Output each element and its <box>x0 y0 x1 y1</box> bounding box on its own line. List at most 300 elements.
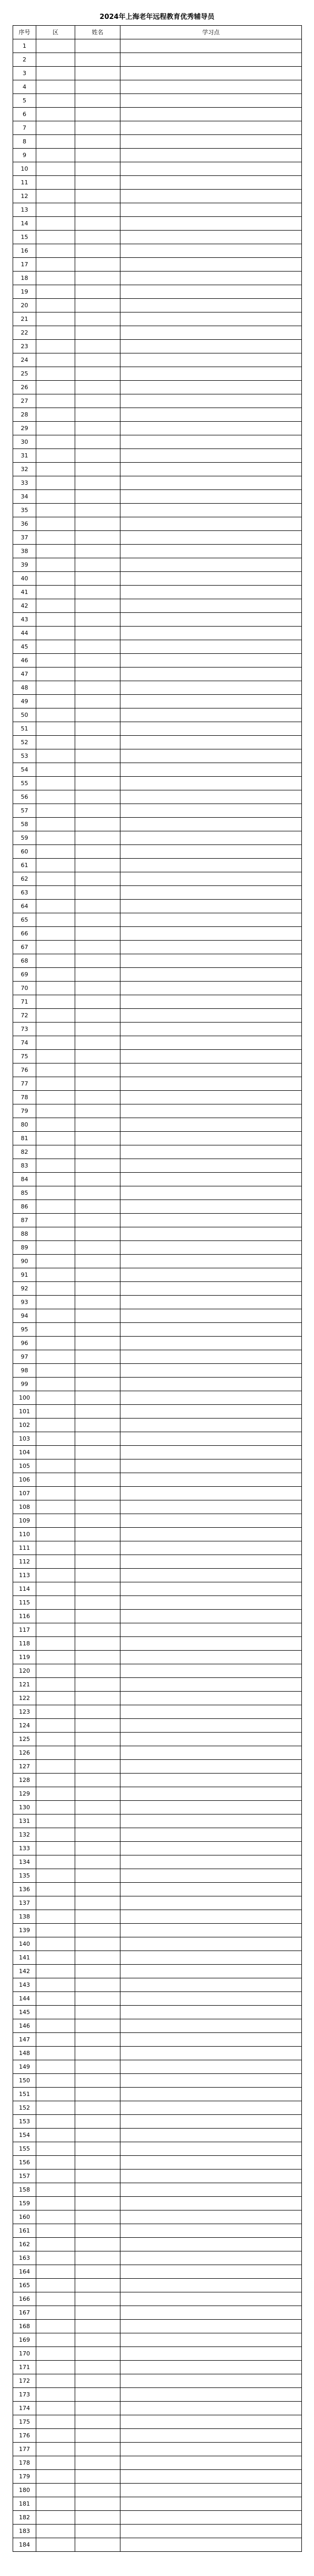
instructor-name-cell <box>75 2497 120 2511</box>
learning-point-cell <box>120 517 302 531</box>
instructor-name-cell <box>75 53 120 67</box>
learning-point-cell <box>120 190 302 203</box>
table-row <box>13 872 302 886</box>
row-index-cell: 80 <box>13 1118 36 1132</box>
instructor-name-cell <box>75 1733 120 1746</box>
table-row <box>13 1268 302 1282</box>
row-index-cell: 7 <box>13 121 36 135</box>
instructor-name-cell <box>75 1774 120 1787</box>
row-index-cell: 74 <box>13 1036 36 1050</box>
row-index-cell: 112 <box>13 1555 36 1569</box>
table-row <box>13 777 302 790</box>
district-cell <box>36 1992 75 2006</box>
table-row <box>13 435 302 449</box>
row-index-cell: 145 <box>13 2006 36 2019</box>
instructor-name-cell <box>75 449 120 463</box>
instructor-name-cell <box>75 2088 120 2101</box>
learning-point-cell <box>120 121 302 135</box>
district-cell <box>36 2183 75 2197</box>
table-row <box>13 272 302 285</box>
instructor-name-cell <box>75 1869 120 1883</box>
district-cell <box>36 1391 75 1405</box>
learning-point-cell <box>120 1705 302 1719</box>
district-cell <box>36 1774 75 1787</box>
instructor-name-cell <box>75 695 120 708</box>
row-index-cell: 42 <box>13 599 36 613</box>
learning-point-cell <box>120 504 302 517</box>
learning-point-cell <box>120 2115 302 2129</box>
row-index-cell: 170 <box>13 2347 36 2361</box>
learning-point-cell <box>120 995 302 1009</box>
district-cell <box>36 285 75 299</box>
table-row <box>13 149 302 162</box>
learning-point-cell <box>120 1104 302 1118</box>
table-row <box>13 2320 302 2333</box>
row-index-cell: 33 <box>13 476 36 490</box>
row-index-cell: 40 <box>13 572 36 586</box>
table-row <box>13 1036 302 1050</box>
district-cell <box>36 2047 75 2060</box>
row-index-cell: 131 <box>13 1814 36 1828</box>
learning-point-cell <box>120 1309 302 1323</box>
district-cell <box>36 258 75 272</box>
learning-point-cell <box>120 231 302 244</box>
table-row <box>13 2443 302 2456</box>
table-row <box>13 1323 302 1337</box>
instructor-name-cell <box>75 394 120 408</box>
table-row <box>13 108 302 121</box>
district-cell <box>36 2170 75 2183</box>
row-index-cell: 176 <box>13 2429 36 2443</box>
learning-point-cell <box>120 2429 302 2443</box>
instructor-name-cell <box>75 1651 120 1664</box>
table-row <box>13 449 302 463</box>
table-row <box>13 1118 302 1132</box>
instructor-name-cell <box>75 1268 120 1282</box>
table-row <box>13 80 302 94</box>
row-index-cell: 76 <box>13 1063 36 1077</box>
row-index-cell: 180 <box>13 2484 36 2497</box>
district-cell <box>36 1541 75 1555</box>
instructor-name-cell <box>75 654 120 668</box>
instructor-name-cell <box>75 231 120 244</box>
district-cell <box>36 1855 75 1869</box>
instructor-name-cell <box>75 1432 120 1446</box>
learning-point-cell <box>120 1241 302 1255</box>
instructor-name-cell <box>75 804 120 818</box>
row-index-cell: 102 <box>13 1419 36 1432</box>
district-cell <box>36 2238 75 2251</box>
district-cell <box>36 790 75 804</box>
table-row <box>13 1760 302 1774</box>
district-cell <box>36 2210 75 2224</box>
instructor-name-cell <box>75 1118 120 1132</box>
row-index-cell: 28 <box>13 408 36 422</box>
learning-point-cell <box>120 326 302 340</box>
row-index-cell: 156 <box>13 2156 36 2170</box>
district-cell <box>36 941 75 954</box>
district-cell <box>36 2525 75 2538</box>
table-row <box>13 1309 302 1323</box>
learning-point-cell <box>120 1500 302 1514</box>
learning-point-cell <box>120 1050 302 1063</box>
instructor-name-cell <box>75 1978 120 1992</box>
district-cell <box>36 668 75 681</box>
learning-point-cell <box>120 1023 302 1036</box>
district-cell <box>36 94 75 108</box>
table-row <box>13 982 302 995</box>
row-index-cell: 114 <box>13 1582 36 1596</box>
learning-point-cell <box>120 1132 302 1145</box>
learning-point-cell <box>120 886 302 900</box>
table-row <box>13 886 302 900</box>
district-cell <box>36 1528 75 1541</box>
learning-point-cell <box>120 1678 302 1692</box>
table-row <box>13 2347 302 2361</box>
table-row <box>13 1077 302 1091</box>
table-row <box>13 2156 302 2170</box>
table-row <box>13 258 302 272</box>
table-row <box>13 2224 302 2238</box>
instructor-name-cell <box>75 367 120 381</box>
table-row <box>13 2429 302 2443</box>
district-cell <box>36 231 75 244</box>
table-row <box>13 1132 302 1145</box>
district-cell <box>36 1296 75 1309</box>
learning-point-cell <box>120 340 302 353</box>
row-index-cell: 120 <box>13 1664 36 1678</box>
learning-point-cell <box>120 1405 302 1419</box>
table-row <box>13 2484 302 2497</box>
row-index-cell: 68 <box>13 954 36 968</box>
learning-point-cell <box>120 176 302 190</box>
instructor-name-cell <box>75 504 120 517</box>
instructor-name-cell <box>75 162 120 176</box>
row-index-cell: 65 <box>13 913 36 927</box>
instructor-name-cell <box>75 2361 120 2374</box>
learning-point-cell <box>120 681 302 695</box>
district-cell <box>36 1378 75 1391</box>
table-header-row <box>13 26 302 39</box>
learning-point-cell <box>120 1610 302 1623</box>
row-index-cell: 37 <box>13 531 36 545</box>
instructor-name-cell <box>75 2170 120 2183</box>
instructor-name-cell <box>75 2538 120 2552</box>
row-index-cell: 43 <box>13 613 36 627</box>
row-index-cell: 83 <box>13 1159 36 1173</box>
table-row <box>13 1432 302 1446</box>
instructor-name-cell <box>75 2197 120 2210</box>
learning-point-cell <box>120 1364 302 1378</box>
instructor-name-cell <box>75 586 120 599</box>
table-row <box>13 1746 302 1760</box>
column-header-index: 序号 <box>13 26 36 39</box>
table-row <box>13 422 302 435</box>
instructor-name-cell <box>75 2183 120 2197</box>
instructor-name-cell <box>75 749 120 763</box>
instructor-name-cell <box>75 558 120 572</box>
row-index-cell: 46 <box>13 654 36 668</box>
row-index-cell: 39 <box>13 558 36 572</box>
row-index-cell: 17 <box>13 258 36 272</box>
learning-point-cell <box>120 1801 302 1814</box>
table-row <box>13 381 302 394</box>
instructor-name-cell <box>75 2142 120 2156</box>
learning-point-cell <box>120 149 302 162</box>
instructor-name-cell <box>75 2456 120 2470</box>
table-row <box>13 613 302 627</box>
table-row <box>13 1582 302 1596</box>
learning-point-cell <box>120 1541 302 1555</box>
table-row <box>13 1610 302 1623</box>
district-cell <box>36 2470 75 2484</box>
table-row <box>13 2170 302 2183</box>
instructor-name-cell <box>75 1610 120 1623</box>
row-index-cell: 147 <box>13 2033 36 2047</box>
table-row <box>13 2470 302 2484</box>
table-row <box>13 1459 302 1473</box>
instructor-name-cell <box>75 2484 120 2497</box>
district-cell <box>36 2306 75 2320</box>
table-row <box>13 2129 302 2142</box>
row-index-cell: 15 <box>13 231 36 244</box>
table-row <box>13 476 302 490</box>
learning-point-cell <box>120 1692 302 1705</box>
instructor-name-cell <box>75 872 120 886</box>
table-row <box>13 1828 302 1842</box>
table-row <box>13 2265 302 2279</box>
table-row <box>13 463 302 476</box>
district-cell <box>36 599 75 613</box>
instructor-name-cell <box>75 2265 120 2279</box>
learning-point-cell <box>120 954 302 968</box>
district-cell <box>36 1350 75 1364</box>
table-row <box>13 1473 302 1487</box>
district-cell <box>36 1828 75 1842</box>
learning-point-cell <box>120 1787 302 1801</box>
table-row <box>13 1200 302 1214</box>
district-cell <box>36 394 75 408</box>
district-cell <box>36 872 75 886</box>
instructor-name-cell <box>75 927 120 941</box>
row-index-cell: 122 <box>13 1692 36 1705</box>
instructor-table <box>13 25 302 2552</box>
table-row <box>13 1541 302 1555</box>
district-cell <box>36 2333 75 2347</box>
instructor-name-cell <box>75 176 120 190</box>
table-row <box>13 586 302 599</box>
learning-point-cell <box>120 1077 302 1091</box>
row-index-cell: 60 <box>13 845 36 859</box>
district-cell <box>36 708 75 722</box>
learning-point-cell <box>120 804 302 818</box>
learning-point-cell <box>120 2470 302 2484</box>
table-row <box>13 1951 302 1965</box>
row-index-cell: 81 <box>13 1132 36 1145</box>
instructor-name-cell <box>75 2047 120 2060</box>
instructor-name-cell <box>75 2470 120 2484</box>
row-index-cell: 10 <box>13 162 36 176</box>
district-cell <box>36 954 75 968</box>
learning-point-cell <box>120 217 302 231</box>
learning-point-cell <box>120 1227 302 1241</box>
learning-point-cell <box>120 1036 302 1050</box>
table-row <box>13 1719 302 1733</box>
instructor-name-cell <box>75 1596 120 1610</box>
instructor-name-cell <box>75 121 120 135</box>
learning-point-cell <box>120 353 302 367</box>
district-cell <box>36 1937 75 1951</box>
row-index-cell: 172 <box>13 2374 36 2388</box>
district-cell <box>36 2511 75 2525</box>
row-index-cell: 140 <box>13 1937 36 1951</box>
instructor-name-cell <box>75 1104 120 1118</box>
district-cell <box>36 504 75 517</box>
table-row <box>13 640 302 654</box>
table-row <box>13 1214 302 1227</box>
table-row <box>13 2402 302 2415</box>
instructor-name-cell <box>75 258 120 272</box>
district-cell <box>36 2115 75 2129</box>
instructor-name-cell <box>75 1910 120 1924</box>
district-cell <box>36 1282 75 1296</box>
learning-point-cell <box>120 1951 302 1965</box>
instructor-name-cell <box>75 108 120 121</box>
district-cell <box>36 1924 75 1937</box>
table-header <box>13 26 302 39</box>
table-row <box>13 190 302 203</box>
learning-point-cell <box>120 872 302 886</box>
row-index-cell: 125 <box>13 1733 36 1746</box>
table-row <box>13 53 302 67</box>
row-index-cell: 52 <box>13 736 36 749</box>
row-index-cell: 123 <box>13 1705 36 1719</box>
row-index-cell: 23 <box>13 340 36 353</box>
row-index-cell: 29 <box>13 422 36 435</box>
district-cell <box>36 1705 75 1719</box>
row-index-cell: 14 <box>13 217 36 231</box>
row-index-cell: 64 <box>13 900 36 913</box>
table-row <box>13 176 302 190</box>
district-cell <box>36 1227 75 1241</box>
district-cell <box>36 1200 75 1214</box>
district-cell <box>36 1459 75 1473</box>
district-cell <box>36 2374 75 2388</box>
learning-point-cell <box>120 790 302 804</box>
district-cell <box>36 1842 75 1855</box>
instructor-name-cell <box>75 1965 120 1978</box>
instructor-name-cell <box>75 1282 120 1296</box>
district-cell <box>36 1678 75 1692</box>
learning-point-cell <box>120 53 302 67</box>
table-row <box>13 162 302 176</box>
district-cell <box>36 244 75 258</box>
district-cell <box>36 913 75 927</box>
learning-point-cell <box>120 2402 302 2415</box>
row-index-cell: 175 <box>13 2415 36 2429</box>
district-cell <box>36 353 75 367</box>
district-cell <box>36 1746 75 1760</box>
district-cell <box>36 1869 75 1883</box>
table-row <box>13 1186 302 1200</box>
district-cell <box>36 1268 75 1282</box>
instructor-name-cell <box>75 94 120 108</box>
table-row <box>13 1774 302 1787</box>
learning-point-cell <box>120 1664 302 1678</box>
learning-point-cell <box>120 135 302 149</box>
instructor-name-cell <box>75 1992 120 2006</box>
learning-point-cell <box>120 258 302 272</box>
row-index-cell: 148 <box>13 2047 36 2060</box>
learning-point-cell <box>120 1214 302 1227</box>
district-cell <box>36 558 75 572</box>
row-index-cell: 106 <box>13 1473 36 1487</box>
row-index-cell: 129 <box>13 1787 36 1801</box>
column-header-name: 姓名 <box>75 26 120 39</box>
row-index-cell: 99 <box>13 1378 36 1391</box>
instructor-name-cell <box>75 1337 120 1350</box>
learning-point-cell <box>120 859 302 872</box>
table-row <box>13 941 302 954</box>
learning-point-cell <box>120 2142 302 2156</box>
table-row <box>13 312 302 326</box>
learning-point-cell <box>120 1828 302 1842</box>
district-cell <box>36 326 75 340</box>
district-cell <box>36 886 75 900</box>
district-cell <box>36 162 75 176</box>
instructor-name-cell <box>75 2238 120 2251</box>
row-index-cell: 34 <box>13 490 36 504</box>
table-row <box>13 353 302 367</box>
learning-point-cell <box>120 531 302 545</box>
district-cell <box>36 1760 75 1774</box>
instructor-name-cell <box>75 1159 120 1173</box>
learning-point-cell <box>120 654 302 668</box>
district-cell <box>36 2497 75 2511</box>
learning-point-cell <box>120 2156 302 2170</box>
instructor-name-cell <box>75 1842 120 1855</box>
district-cell <box>36 1896 75 1910</box>
instructor-name-cell <box>75 1419 120 1432</box>
instructor-name-cell <box>75 312 120 326</box>
learning-point-cell <box>120 2129 302 2142</box>
table-row <box>13 845 302 859</box>
learning-point-cell <box>120 1186 302 1200</box>
row-index-cell: 98 <box>13 1364 36 1378</box>
row-index-cell: 21 <box>13 312 36 326</box>
table-row <box>13 1419 302 1432</box>
row-index-cell: 5 <box>13 94 36 108</box>
row-index-cell: 71 <box>13 995 36 1009</box>
district-cell <box>36 2006 75 2019</box>
district-cell <box>36 2279 75 2292</box>
district-cell <box>36 1145 75 1159</box>
table-row <box>13 121 302 135</box>
instructor-name-cell <box>75 217 120 231</box>
table-row <box>13 736 302 749</box>
district-cell <box>36 2361 75 2374</box>
district-cell <box>36 1132 75 1145</box>
district-cell <box>36 1883 75 1896</box>
district-cell <box>36 1623 75 1637</box>
table-row <box>13 722 302 736</box>
table-row <box>13 2333 302 2347</box>
learning-point-cell <box>120 285 302 299</box>
learning-point-cell <box>120 1978 302 1992</box>
instructor-name-cell <box>75 1173 120 1186</box>
learning-point-cell <box>120 845 302 859</box>
row-index-cell: 31 <box>13 449 36 463</box>
